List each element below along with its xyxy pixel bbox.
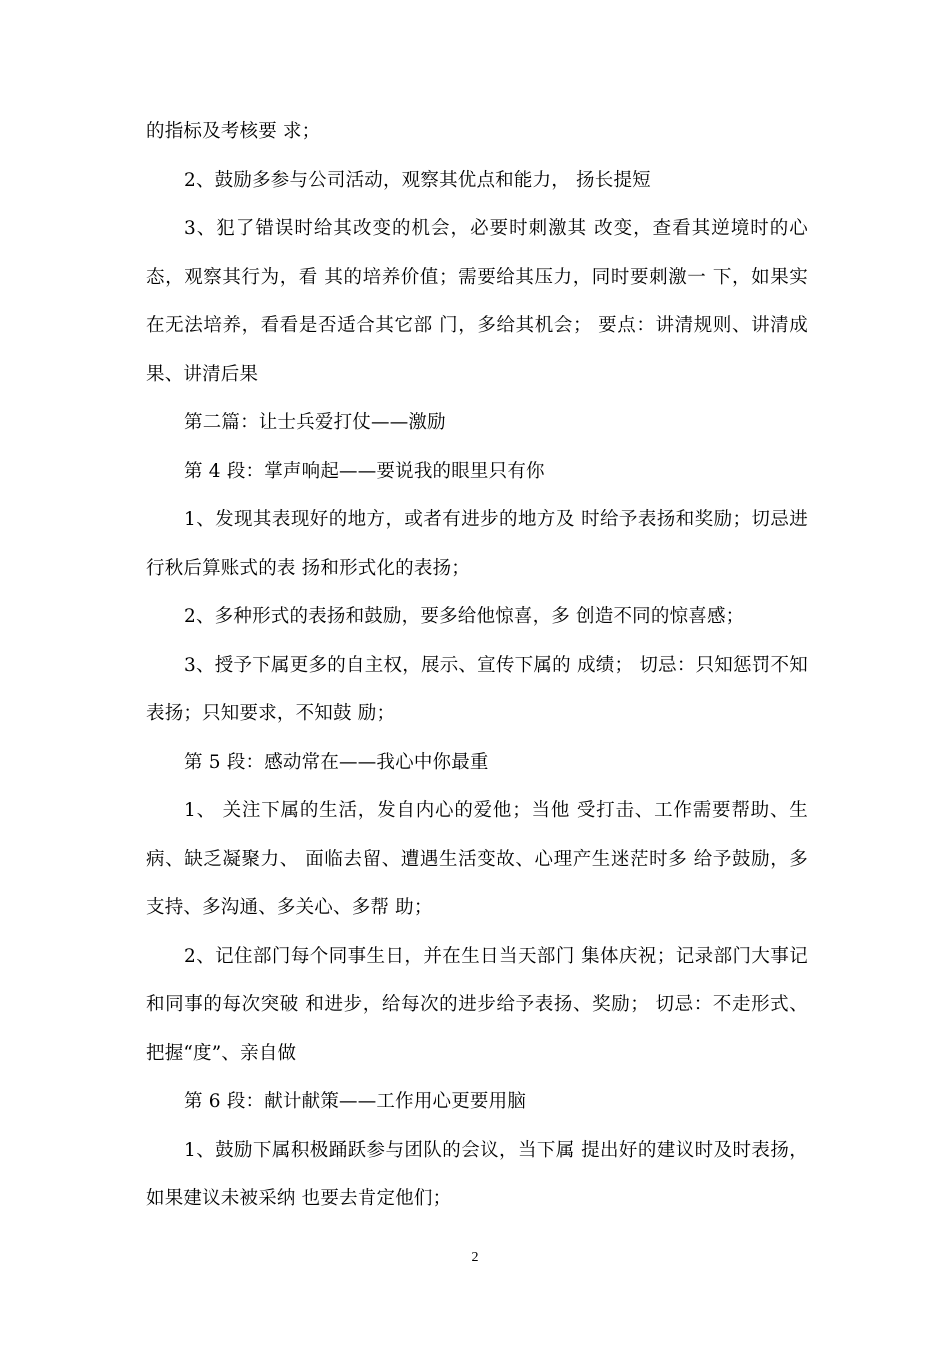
paragraph: 2、鼓励多参与公司活动，观察其优点和能力， 扬长提短 [184,169,651,191]
paragraph: 1、发现其表现好的地方，或者有进步的地方及 时给予表扬和奖励；切忌进行秋后算账式的表 扬和形式化的表扬； [146,509,808,579]
paragraph: 的指标及考核要 求； [146,121,321,142]
paragraph: 第二篇：让士兵爱打仗——激励 [184,412,446,433]
paragraph: 1、 关注下属的生活，发自内心的爱他；当他 受打击、工作需要帮助、生病、缺乏凝聚力、 面临去留、遭遇生活变故、心理产生迷茫时多 给予鼓励，多支持、多沟通、多关心、多帮 助； [146,800,808,918]
paragraph: 第 6 段：献计献策——工作用心更要用脑 [184,1091,527,1112]
paragraph: 2、多种形式的表扬和鼓励，要多给他惊喜，多 创造不同的惊喜感； [184,606,745,627]
paragraph: 第 4 段：掌声响起——要说我的眼里只有你 [184,460,545,482]
paragraph: 2、记住部门每个同事生日，并在生日当天部门 集体庆祝；记录部门大事记和同事的每次突破 和进步，给每次的进步给予表扬、奖励； 切忌：不走形式、把握“度”、亲自做 [146,945,808,1064]
paragraph: 3、授予下属更多的自主权，展示、宣传下属的 成绩； 切忌：只知惩罚不知表扬；只知要求，不知鼓 励； [146,654,808,724]
document-body [146,108,808,1224]
page-number: 2 [471,1250,479,1265]
paragraph: 第 5 段：感动常在——我心中你最重 [184,751,489,773]
paragraph: 3、犯了错误时给其改变的机会，必要时刺激其 改变，查看其逆境时的心态，观察其行为，看 其的培养价值；需要给其压力，同时要刺激一 下，如果实在无法培养，看看是否适合其它部 门，多给其机会； 要点：讲清规则、讲清成果、讲清后果 [146,218,808,385]
paragraph: 1、鼓励下属积极踊跃参与团队的会议，当下属 提出好的建议时及时表扬，如果建议未被采纳 也要去肯定他们； [146,1139,808,1209]
